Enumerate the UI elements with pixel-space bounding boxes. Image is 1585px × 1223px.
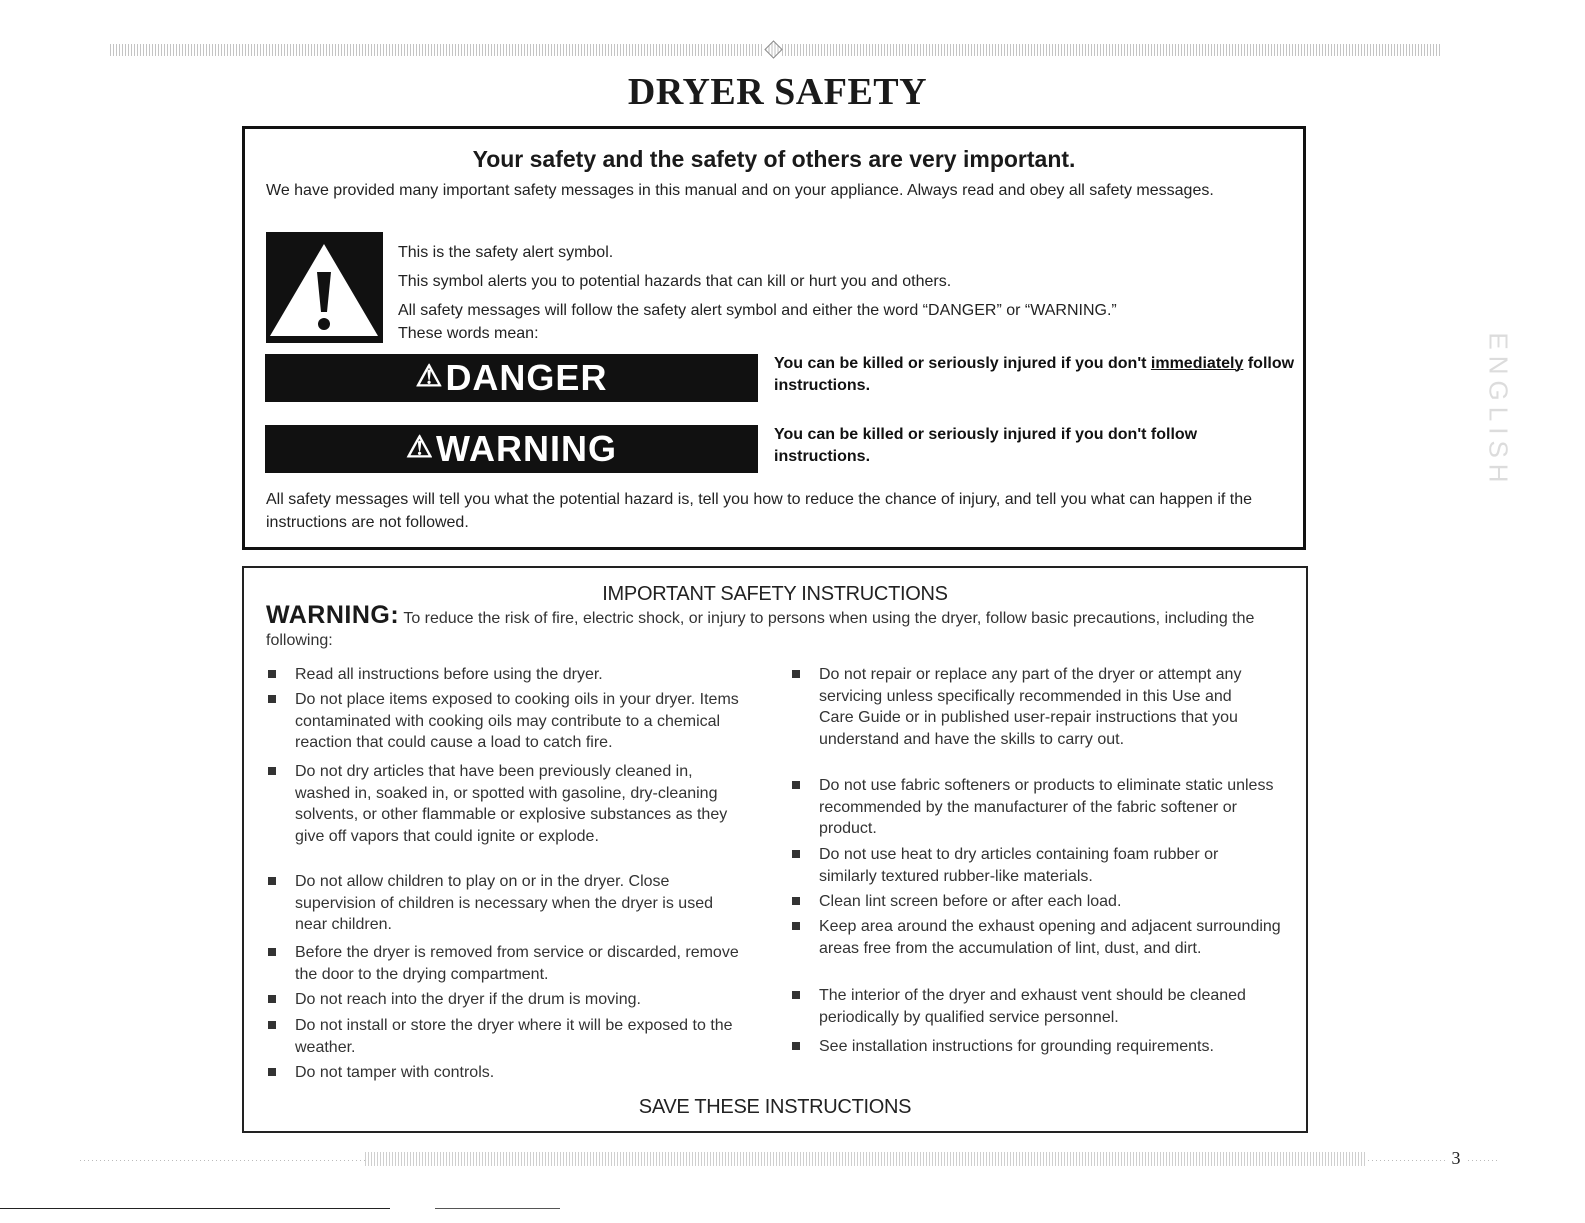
- list-item: Do not dry articles that have been previously cleaned in, washed in, soaked in, or spotted with gasoline, dry-cleaning solvents, or other flammable or explosive substances as they give off vapors that could ignite or explode.: [295, 761, 745, 847]
- square-bullet-icon: [792, 781, 800, 789]
- square-bullet-icon: [268, 670, 276, 678]
- safety-alert-icon: [266, 232, 383, 343]
- warning-text: To reduce the risk of fire, electric shock, or injury to persons when using the dryer, follow basic precautions, including the following:: [266, 610, 1255, 649]
- page-title: DRYER SAFETY: [627, 71, 928, 113]
- square-bullet-icon: [792, 991, 800, 999]
- warning-signal-bar: [265, 425, 758, 473]
- list-item: Read all instructions before using the dryer.: [295, 664, 770, 686]
- footer-line: [0, 1208, 390, 1209]
- square-bullet-icon: [792, 850, 800, 858]
- alert-line: These words mean:: [398, 325, 539, 342]
- page-number: 3: [1446, 1148, 1466, 1169]
- alert-symbol-description: [398, 238, 1278, 345]
- danger-text-end: follow instructions.: [774, 355, 1295, 394]
- instructions-heading: IMPORTANT SAFETY INSTRUCTIONS: [602, 583, 948, 605]
- list-item: Do not use heat to dry articles containing foam rubber or similarly textured rubber-like materials.: [819, 844, 1269, 887]
- alert-line: All safety messages will follow the safety alert symbol and either the word “DANGER” or “WARNING.”: [398, 302, 1117, 319]
- list-item: Keep area around the exhaust opening and adjacent surrounding areas free from the accumulation of lint, dust, and dirt.: [819, 916, 1284, 959]
- diamond-ornament-icon: [764, 40, 782, 58]
- side-tab-label: ENGLISH: [1483, 331, 1514, 489]
- danger-description: [774, 353, 1299, 397]
- alert-line: This is the safety alert symbol.: [398, 244, 614, 261]
- warning-word: WARNING:: [266, 601, 400, 629]
- list-item: See installation instructions for grounding requirements.: [819, 1036, 1269, 1058]
- safety-summary: All safety messages will tell you what the potential hazard is, tell you how to reduce the chance of injury, and tell you what can happen if the instructions are not followed.: [266, 491, 1253, 531]
- instructions-warning: [266, 601, 1286, 652]
- alert-triangle-icon: ⚠: [415, 359, 444, 393]
- alert-line: This symbol alerts you to potential hazards that can kill or hurt you and others.: [398, 273, 952, 290]
- bottom-decorative-rule: [365, 1152, 1365, 1166]
- list-item: Do not install or store the dryer where it will be exposed to the weather.: [295, 1015, 745, 1058]
- square-bullet-icon: [268, 695, 276, 703]
- save-instructions: SAVE THESE INSTRUCTIONS: [638, 1096, 912, 1118]
- list-item: Do not tamper with controls.: [295, 1062, 745, 1084]
- danger-text-emphasis: immediately: [1150, 355, 1244, 372]
- list-item: Do not use fabric softeners or products to eliminate static unless recommended by the manufacturer of the fabric softener or product.: [819, 775, 1284, 840]
- alert-triangle-icon: ⚠: [406, 430, 434, 464]
- list-item: Do not allow children to play on or in the dryer. Close supervision of children is necessary when the dryer is used near children.: [295, 871, 745, 936]
- list-item: Do not repair or replace any part of the dryer or attempt any servicing unless specifically recommended in this Use and Care Guide or in published user-repair instructions that you understand and have the skills to carry out.: [819, 664, 1269, 750]
- square-bullet-icon: [268, 948, 276, 956]
- list-item: Do not place items exposed to cooking oils in your dryer. Items contaminated with cooking oils may contribute to a chemical reaction that could cause a load to catch fire.: [295, 689, 770, 754]
- language-side-tab: [1478, 331, 1518, 489]
- warning-description: You can be killed or seriously injured if you don't follow instructions.: [774, 426, 1198, 465]
- square-bullet-icon: [268, 995, 276, 1003]
- square-bullet-icon: [268, 1068, 276, 1076]
- square-bullet-icon: [268, 767, 276, 775]
- danger-text: You can be killed or seriously injured if you don't: [774, 355, 1151, 372]
- footer-line: [435, 1208, 560, 1209]
- square-bullet-icon: [268, 877, 276, 885]
- list-item: The interior of the dryer and exhaust vent should be cleaned periodically by qualified service personnel.: [819, 985, 1269, 1028]
- list-item: Clean lint screen before or after each load.: [819, 891, 1269, 913]
- safety-intro: We have provided many important safety messages in this manual and on your appliance. Always read and obey all safety messages.: [266, 182, 1214, 199]
- square-bullet-icon: [792, 922, 800, 930]
- square-bullet-icon: [792, 897, 800, 905]
- list-item: Do not reach into the dryer if the drum is moving.: [295, 989, 745, 1011]
- square-bullet-icon: [792, 1042, 800, 1050]
- list-item: Before the dryer is removed from service or discarded, remove the door to the drying compartment.: [295, 942, 745, 985]
- danger-label: DANGER: [445, 357, 608, 398]
- safety-heading: Your safety and the safety of others are very important.: [472, 146, 1076, 172]
- warning-label: WARNING: [435, 428, 617, 469]
- danger-signal-bar: [265, 354, 758, 402]
- square-bullet-icon: [792, 670, 800, 678]
- square-bullet-icon: [268, 1021, 276, 1029]
